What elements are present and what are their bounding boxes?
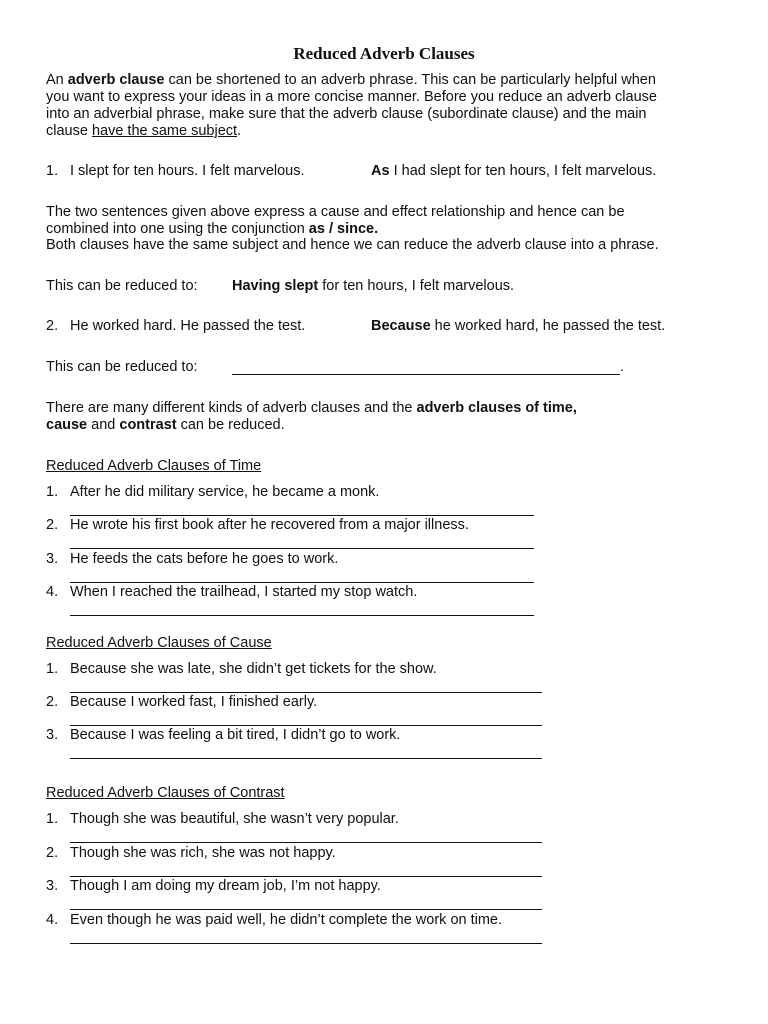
- contrast-item-2-answer-line[interactable]: [70, 876, 542, 877]
- section-heading-cause: Reduced Adverb Clauses of Cause: [46, 635, 272, 651]
- example-1-combined: [371, 163, 656, 180]
- intro-text: .: [237, 123, 242, 139]
- contrast-item-1-number: 1.: [46, 811, 59, 827]
- intro-text: clause: [46, 123, 92, 139]
- reduced-2-label: This can be reduced to:: [46, 359, 198, 375]
- conjunction-as: As: [371, 163, 390, 179]
- contrast-item-2-text: Though she was rich, she was not happy.: [70, 845, 336, 861]
- reduced-2-answer-line[interactable]: [232, 374, 620, 375]
- cause-item-2-answer-line[interactable]: [70, 725, 542, 726]
- conjunction-because: Because: [371, 318, 431, 334]
- time-item-2-number: 2.: [46, 517, 59, 533]
- time-item-4-text: When I reached the trailhead, I started my stop watch.: [70, 584, 418, 600]
- time-item-1-answer-line[interactable]: [70, 515, 534, 516]
- contrast-item-1-answer-line[interactable]: [70, 842, 542, 843]
- time-item-4-answer-line[interactable]: [70, 615, 534, 616]
- kinds-line-2: [46, 417, 285, 434]
- time-item-2-text: He wrote his first book after he recovered from a major illness.: [70, 517, 469, 533]
- intro-line-4: [46, 123, 241, 140]
- intro-bold-term: adverb clause: [67, 72, 165, 88]
- contrast-item-3-number: 3.: [46, 878, 59, 894]
- example-2-number: 2.: [46, 318, 59, 334]
- page-title: Reduced Adverb Clauses: [293, 44, 475, 63]
- contrast-item-4-number: 4.: [46, 912, 59, 928]
- reduced-1-bold: Having slept: [232, 278, 319, 294]
- section-heading-contrast: Reduced Adverb Clauses of Contrast: [46, 785, 285, 801]
- time-item-4-number: 4.: [46, 584, 59, 600]
- contrast-item-3-answer-line[interactable]: [70, 909, 542, 910]
- contrast-item-4-text: Even though he was paid well, he didn’t complete the work on time.: [70, 912, 503, 928]
- explain-text: combined into one using the conjunction: [46, 221, 309, 237]
- reduced-1-label: This can be reduced to:: [46, 278, 198, 294]
- cause-item-3-text: Because I was feeling a bit tired, I didn’t go to work.: [70, 727, 401, 743]
- time-item-3-text: He feeds the cats before he goes to work.: [70, 551, 339, 567]
- kinds-text: There are many different kinds of adverb clauses and the: [46, 400, 417, 416]
- cause-item-1-text: Because she was late, she didn’t get tickets for the show.: [70, 661, 437, 677]
- time-item-2-answer-line[interactable]: [70, 548, 534, 549]
- kinds-bold-cause: cause: [46, 417, 88, 433]
- contrast-item-1-text: Though she was beautiful, she wasn’t very popular.: [70, 811, 399, 827]
- intro-line-2: you want to express your ideas in a more concise manner. Before you reduce an adverb clause: [46, 89, 657, 105]
- cause-item-2-number: 2.: [46, 694, 59, 710]
- kinds-bold-time: adverb clauses of time,: [416, 400, 577, 416]
- reduced-2-period: .: [620, 359, 625, 375]
- time-item-1-text: After he did military service, he became a monk.: [70, 484, 380, 500]
- intro-text: can be shortened to an adverb phrase. This can be particularly helpful when: [164, 72, 656, 88]
- intro-underlined-phrase: have the same subject: [91, 123, 238, 139]
- example-1-number: 1.: [46, 163, 59, 179]
- example-1-sentences: I slept for ten hours. I felt marvelous.: [70, 163, 305, 179]
- intro-line-3: into an adverbial phrase, make sure that the adverb clause (subordinate clause) and the main: [46, 106, 647, 122]
- reduced-1-sentence: [232, 278, 514, 295]
- example-1-combined-text: I had slept for ten hours, I felt marvelous.: [389, 163, 657, 179]
- example-2-sentences: He worked hard. He passed the test.: [70, 318, 306, 334]
- contrast-item-3-text: Though I am doing my dream job, I’m not happy.: [70, 878, 381, 894]
- explain-line-1: The two sentences given above express a cause and effect relationship and hence can be: [46, 204, 625, 220]
- kinds-bold-contrast: contrast: [119, 417, 177, 433]
- cause-item-2-text: Because I worked fast, I finished early.: [70, 694, 318, 710]
- time-item-3-number: 3.: [46, 551, 59, 567]
- contrast-item-4-answer-line[interactable]: [70, 943, 542, 944]
- reduced-1-text: for ten hours, I felt marvelous.: [318, 278, 515, 294]
- example-2-combined-text: he worked hard, he passed the test.: [430, 318, 666, 334]
- time-item-1-number: 1.: [46, 484, 59, 500]
- cause-item-3-answer-line[interactable]: [70, 758, 542, 759]
- example-2-combined: [371, 318, 665, 335]
- cause-item-1-answer-line[interactable]: [70, 692, 542, 693]
- explain-line-2: [46, 221, 378, 238]
- conjunction-as-since: as / since.: [308, 221, 379, 237]
- kinds-line-1: [46, 400, 577, 417]
- time-item-3-answer-line[interactable]: [70, 582, 534, 583]
- kinds-text: can be reduced.: [176, 417, 285, 433]
- intro-line-1: [46, 72, 656, 89]
- kinds-text: and: [87, 417, 120, 433]
- contrast-item-2-number: 2.: [46, 845, 59, 861]
- intro-text: An: [46, 72, 68, 88]
- cause-item-3-number: 3.: [46, 727, 59, 743]
- section-heading-time: Reduced Adverb Clauses of Time: [46, 458, 262, 474]
- cause-item-1-number: 1.: [46, 661, 59, 677]
- explain-line-3: Both clauses have the same subject and hence we can reduce the adverb clause into a phrase.: [46, 237, 659, 253]
